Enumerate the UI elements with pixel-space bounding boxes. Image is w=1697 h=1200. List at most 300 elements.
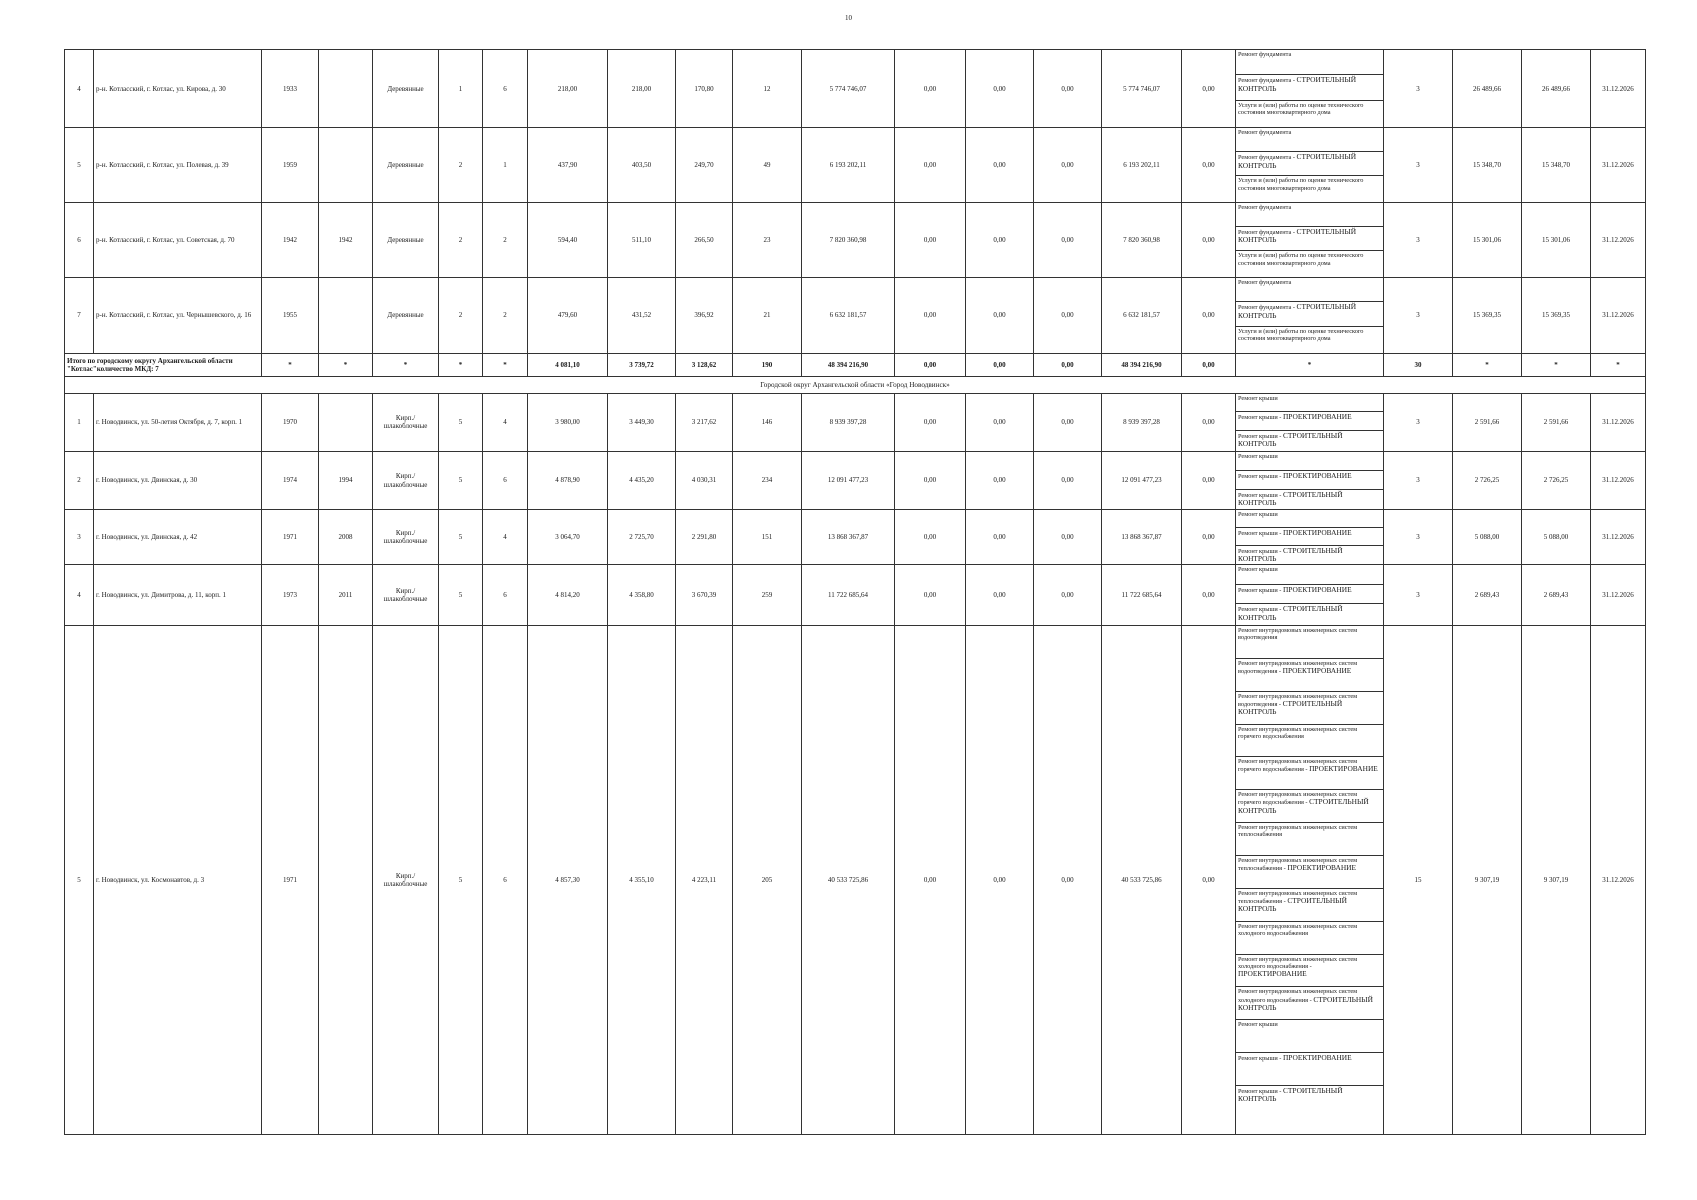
table-row (65, 626, 1646, 1135)
cell-deadline: 31.12.2026 (1591, 128, 1646, 202)
cell-total-area: 3 980,00 (528, 393, 608, 451)
work-item-text: Ремонт крыши - (1238, 414, 1283, 422)
table-row (65, 128, 1646, 202)
work-item (1236, 1020, 1383, 1053)
work-item-text: Ремонт фундамента (1238, 279, 1292, 287)
cell-local: 0,00 (1034, 510, 1102, 565)
work-item (1236, 490, 1383, 508)
table-row (65, 451, 1646, 510)
work-item (1236, 659, 1383, 692)
cell-residents: 21 (733, 278, 802, 353)
cell-other: 0,00 (1182, 451, 1236, 510)
cell-total-area: 594,40 (528, 202, 608, 277)
cell-residents: 12 (733, 50, 802, 128)
cell-area-living: 396,92 (676, 278, 733, 353)
cell-address: р-н. Котласский, г. Котлас, ул. Кирова, д. 30 (94, 50, 262, 128)
cell-other: 0,00 (1182, 510, 1236, 565)
cell-fund: 0,00 (895, 451, 966, 510)
cell-n: 3 (65, 510, 94, 565)
cell-regional: 0,00 (966, 393, 1034, 451)
cell-year-reconstr: 1942 (319, 202, 373, 277)
work-item-text: Ремонт крыши (1238, 394, 1278, 402)
cell-residents: 259 (733, 565, 802, 626)
work-item (1236, 412, 1383, 431)
work-item-text: Ремонт фундамента (1238, 203, 1292, 211)
total-fund: 0,00 (895, 353, 966, 377)
work-item (1236, 692, 1383, 725)
cell-deadline: 31.12.2026 (1591, 202, 1646, 277)
cell-area-living: 170,80 (676, 50, 733, 128)
total-cell: * (483, 353, 528, 377)
cell-wcount: 3 (1384, 451, 1453, 510)
cell-area-all: 4 435,20 (608, 451, 676, 510)
work-item-stage: СТРОИТЕЛЬНЫЙ КОНТРОЛЬ (1238, 75, 1357, 93)
cell-regional: 0,00 (966, 128, 1034, 202)
cell-wcount: 3 (1384, 50, 1453, 128)
work-item-stage: ПРОЕКТИРОВАНИЕ (1282, 665, 1352, 675)
cell-cost-total: 11 722 685,64 (802, 565, 895, 626)
cell-n: 7 (65, 278, 94, 353)
cell-works-list (1236, 393, 1384, 451)
total-area-living: 3 128,62 (676, 353, 733, 377)
page-number: 10 (845, 14, 852, 22)
cell-address: г. Новодвинск, ул. Космонавтов, д. 3 (94, 626, 262, 1135)
work-item (1236, 955, 1383, 988)
cell-area-living: 4 030,31 (676, 451, 733, 510)
cell-works-list (1236, 510, 1384, 565)
cell-fund: 0,00 (895, 278, 966, 353)
work-item-stage: СТРОИТЕЛЬНЫЙ КОНТРОЛЬ (1238, 1086, 1343, 1104)
cell-wcount: 15 (1384, 626, 1453, 1135)
work-item-stage: ПРОЕКТИРОВАНИЕ (1309, 764, 1378, 774)
work-item-text: Ремонт крыши (1238, 511, 1278, 519)
work-item (1236, 203, 1383, 227)
cell-limit-cost: 9 307,19 (1522, 626, 1591, 1135)
work-item-stage: ПРОЕКТИРОВАНИЕ (1282, 412, 1352, 422)
cell-limit-cost: 15 348,70 (1522, 128, 1591, 202)
work-item-stage: СТРОИТЕЛЬНЫЙ КОНТРОЛЬ (1238, 152, 1357, 170)
cell-wall: Кирп./ шлакоблочные (373, 393, 439, 451)
cell-entrances: 2 (483, 278, 528, 353)
cell-year-reconstr (319, 278, 373, 353)
cell-regional: 0,00 (966, 50, 1034, 128)
cell-works-list (1236, 278, 1384, 353)
work-item-text: Ремонт фундамента - (1238, 229, 1297, 237)
cell-address: г. Новодвинск, ул. 50-летия Октября, д. 7, корп. 1 (94, 393, 262, 451)
work-item-stage: СТРОИТЕЛЬНЫЙ КОНТРОЛЬ (1238, 227, 1357, 245)
cell-total-area: 3 064,70 (528, 510, 608, 565)
total-local: 0,00 (1034, 353, 1102, 377)
cell-entrances: 1 (483, 128, 528, 202)
total-cell: * (373, 353, 439, 377)
work-item-text: Ремонт фундамента - (1238, 77, 1297, 85)
work-item-text: Ремонт крыши - (1238, 606, 1283, 614)
cell-total-area: 218,00 (528, 50, 608, 128)
work-item-text: Ремонт внутридомовых инженерных систем холодного водоснабжения (1238, 922, 1358, 937)
work-item-text: Ремонт внутридомовых инженерных систем горячего водоснабжения - (1238, 791, 1358, 807)
cell-floors: 2 (439, 128, 483, 202)
work-item (1236, 790, 1383, 823)
table-row (65, 50, 1646, 128)
cell-owners: 7 820 360,98 (1102, 202, 1182, 277)
cell-wall: Кирп./ шлакоблочные (373, 451, 439, 510)
work-item-stage: СТРОИТЕЛЬНЫЙ КОНТРОЛЬ (1238, 302, 1357, 320)
work-item (1236, 101, 1383, 125)
cell-limit-cost: 15 301,06 (1522, 202, 1591, 277)
work-item-text: Ремонт внутридомовых инженерных систем теплоснабжения - (1238, 889, 1358, 905)
cell-unit-cost: 5 088,00 (1453, 510, 1522, 565)
cell-owners: 5 774 746,07 (1102, 50, 1182, 128)
cell-floors: 5 (439, 393, 483, 451)
work-item-text: Ремонт фундамента - (1238, 154, 1297, 162)
work-item-text: Услуги и (или) работы по оценке технического состояния многоквартирного дома (1238, 327, 1364, 342)
cell-cost-total: 6 193 202,11 (802, 128, 895, 202)
total-label: Итого по городскому округу Архангельской области "Котлас"количество МКД: 7 (65, 353, 262, 377)
cell-wall: Кирп./ шлакоблочные (373, 510, 439, 565)
cell-wcount: 3 (1384, 393, 1453, 451)
cell-wall: Кирп./ шлакоблочные (373, 626, 439, 1135)
work-item-text: Ремонт крыши - (1238, 472, 1283, 480)
cell-wall: Деревянные (373, 128, 439, 202)
work-item (1236, 565, 1383, 585)
cell-other: 0,00 (1182, 393, 1236, 451)
cell-year-built: 1973 (262, 565, 319, 626)
work-item-text: Услуги и (или) работы по оценке технического состояния многоквартирного дома (1238, 101, 1364, 116)
cell-wall: Кирп./ шлакоблочные (373, 565, 439, 626)
cell-fund: 0,00 (895, 510, 966, 565)
cell-cost-total: 12 091 477,23 (802, 451, 895, 510)
section-title: Городской округ Архангельской области «Город Новодвинск» (65, 377, 1646, 394)
cell-area-all: 218,00 (608, 50, 676, 128)
cell-address: г. Новодвинск, ул. Двинская, д. 30 (94, 451, 262, 510)
cell-area-all: 4 355,10 (608, 626, 676, 1135)
cell-other: 0,00 (1182, 128, 1236, 202)
cell-floors: 2 (439, 278, 483, 353)
cell-fund: 0,00 (895, 393, 966, 451)
cell-owners: 8 939 397,28 (1102, 393, 1182, 451)
cell-fund: 0,00 (895, 128, 966, 202)
work-item-text: Ремонт внутридомовых инженерных систем водоотведения (1238, 627, 1358, 642)
cell-deadline: 31.12.2026 (1591, 393, 1646, 451)
work-item (1236, 75, 1383, 100)
cell-year-reconstr (319, 128, 373, 202)
cell-works-list (1236, 202, 1384, 277)
cell-year-built: 1971 (262, 510, 319, 565)
cell-local: 0,00 (1034, 128, 1102, 202)
work-item-text: Ремонт внутридомовых инженерных систем теплоснабжения - (1238, 857, 1358, 873)
work-item (1236, 176, 1383, 199)
work-item (1236, 278, 1383, 302)
work-item-text: Ремонт внутридомовых инженерных систем водоотведения - (1238, 659, 1358, 675)
total-residents: 190 (733, 353, 802, 377)
work-item (1236, 856, 1383, 889)
cell-n: 1 (65, 393, 94, 451)
cell-floors: 5 (439, 626, 483, 1135)
cell-cost-total: 8 939 397,28 (802, 393, 895, 451)
cell-area-living: 266,50 (676, 202, 733, 277)
work-item-text: Ремонт крыши (1238, 1021, 1278, 1029)
cell-owners: 13 868 367,87 (1102, 510, 1182, 565)
work-item-stage: СТРОИТЕЛЬНЫЙ КОНТРОЛЬ (1238, 431, 1343, 449)
cell-regional: 0,00 (966, 451, 1034, 510)
cell-works-list (1236, 451, 1384, 510)
cell-floors: 2 (439, 202, 483, 277)
cell-local: 0,00 (1034, 565, 1102, 626)
cell-deadline: 31.12.2026 (1591, 565, 1646, 626)
cell-unit-cost: 9 307,19 (1453, 626, 1522, 1135)
cell-deadline: 31.12.2026 (1591, 50, 1646, 128)
table-row (65, 393, 1646, 451)
cell-year-reconstr (319, 626, 373, 1135)
total-wcount: 30 (1384, 353, 1453, 377)
cell-area-living: 3 670,39 (676, 565, 733, 626)
work-item-stage: ПРОЕКТИРОВАНИЕ (1282, 470, 1352, 480)
total-regional: 0,00 (966, 353, 1034, 377)
cell-local: 0,00 (1034, 451, 1102, 510)
work-item (1236, 823, 1383, 856)
work-item-stage: СТРОИТЕЛЬНЫЙ КОНТРОЛЬ (1238, 994, 1373, 1012)
cell-total-area: 4 814,20 (528, 565, 608, 626)
total-works: * (1236, 353, 1384, 377)
cell-cost-total: 13 868 367,87 (802, 510, 895, 565)
cell-floors: 1 (439, 50, 483, 128)
work-item-stage: СТРОИТЕЛЬНЫЙ КОНТРОЛЬ (1238, 895, 1347, 914)
work-item (1236, 1053, 1383, 1086)
work-item (1236, 546, 1383, 563)
work-item-text: Ремонт крыши (1238, 452, 1278, 460)
cell-n: 5 (65, 128, 94, 202)
work-item-text: Ремонт крыши - (1238, 1088, 1283, 1096)
cell-limit-cost: 2 591,66 (1522, 393, 1591, 451)
cell-residents: 23 (733, 202, 802, 277)
cell-entrances: 4 (483, 393, 528, 451)
cell-n: 5 (65, 626, 94, 1135)
work-item-stage: ПРОЕКТИРОВАНИЕ (1282, 1053, 1352, 1063)
work-item-text: Ремонт крыши - (1238, 433, 1283, 441)
work-item (1236, 604, 1383, 623)
work-item-text: Услуги и (или) работы по оценке технического состояния многоквартирного дома (1238, 252, 1364, 267)
cell-wall: Деревянные (373, 50, 439, 128)
work-item-text: Ремонт внутридомовых инженерных систем холодного водоснабжения - (1238, 988, 1358, 1004)
work-item-stage: ПРОЕКТИРОВАНИЕ (1287, 863, 1357, 873)
capital-repair-register-table (64, 49, 1646, 1135)
cell-n: 4 (65, 565, 94, 626)
table-row (65, 565, 1646, 626)
total-cell: * (439, 353, 483, 377)
total-owners: 48 394 216,90 (1102, 353, 1182, 377)
work-item (1236, 327, 1383, 350)
total-cell: * (262, 353, 319, 377)
work-item (1236, 922, 1383, 955)
cell-other: 0,00 (1182, 626, 1236, 1135)
cell-year-built: 1974 (262, 451, 319, 510)
cell-works-list (1236, 565, 1384, 626)
work-item-text: Ремонт крыши - (1238, 586, 1283, 594)
cell-area-all: 431,52 (608, 278, 676, 353)
work-item (1236, 394, 1383, 413)
work-item-text: Услуги и (или) работы по оценке технического состояния многоквартирного дома (1238, 177, 1364, 192)
work-item-stage: СТРОИТЕЛЬНЫЙ КОНТРОЛЬ (1238, 545, 1343, 563)
cell-address: р-н. Котласский, г. Котлас, ул. Чернышевского, д. 16 (94, 278, 262, 353)
cell-owners: 6 193 202,11 (1102, 128, 1182, 202)
total-deadline: * (1591, 353, 1646, 377)
cell-total-area: 437,90 (528, 128, 608, 202)
work-item-stage: СТРОИТЕЛЬНЫЙ КОНТРОЛЬ (1238, 489, 1343, 507)
total-cell: * (319, 353, 373, 377)
work-item (1236, 152, 1383, 176)
work-item (1236, 251, 1383, 274)
cell-owners: 12 091 477,23 (1102, 451, 1182, 510)
work-item-text: Ремонт внутридомовых инженерных систем водоотведения - (1238, 692, 1358, 708)
work-item (1236, 50, 1383, 75)
work-item-stage: ПРОЕКТИРОВАНИЕ (1238, 968, 1307, 978)
cell-local: 0,00 (1034, 202, 1102, 277)
cell-owners: 6 632 181,57 (1102, 278, 1182, 353)
work-item (1236, 528, 1383, 546)
cell-cost-total: 6 632 181,57 (802, 278, 895, 353)
work-item-stage: СТРОИТЕЛЬНЫЙ КОНТРОЛЬ (1238, 698, 1343, 717)
cell-total-area: 4 857,30 (528, 626, 608, 1135)
cell-deadline: 31.12.2026 (1591, 278, 1646, 353)
cell-entrances: 4 (483, 510, 528, 565)
cell-other: 0,00 (1182, 202, 1236, 277)
cell-regional: 0,00 (966, 626, 1034, 1135)
section-header-row (65, 377, 1646, 394)
total-row (65, 353, 1646, 377)
cell-other: 0,00 (1182, 278, 1236, 353)
kotlas-rows (65, 50, 1646, 354)
cell-unit-cost: 26 489,66 (1453, 50, 1522, 128)
work-item-text: Ремонт крыши - (1238, 547, 1283, 555)
work-item-stage: ПРОЕКТИРОВАНИЕ (1282, 584, 1352, 594)
cell-cost-total: 7 820 360,98 (802, 202, 895, 277)
cell-deadline: 31.12.2026 (1591, 451, 1646, 510)
cell-local: 0,00 (1034, 278, 1102, 353)
cell-floors: 5 (439, 510, 483, 565)
work-item (1236, 1086, 1383, 1118)
cell-limit-cost: 15 369,35 (1522, 278, 1591, 353)
novodvinsk-rows (65, 393, 1646, 1134)
work-item-text: Ремонт крыши - (1238, 491, 1283, 499)
cell-regional: 0,00 (966, 202, 1034, 277)
work-item-text: Ремонт крыши - (1238, 1055, 1283, 1063)
work-item (1236, 889, 1383, 922)
cell-entrances: 2 (483, 202, 528, 277)
cell-local: 0,00 (1034, 626, 1102, 1135)
cell-owners: 40 533 725,86 (1102, 626, 1182, 1135)
cell-wcount: 3 (1384, 510, 1453, 565)
work-item (1236, 471, 1383, 490)
cell-year-built: 1955 (262, 278, 319, 353)
cell-address: р-н. Котласский, г. Котлас, ул. Полевая, д. 39 (94, 128, 262, 202)
cell-regional: 0,00 (966, 510, 1034, 565)
cell-area-living: 2 291,80 (676, 510, 733, 565)
cell-other: 0,00 (1182, 50, 1236, 128)
cell-entrances: 6 (483, 451, 528, 510)
work-item-text: Ремонт внутридомовых инженерных систем горячего водоснабжения - (1238, 758, 1358, 774)
cell-year-built: 1971 (262, 626, 319, 1135)
cell-wcount: 3 (1384, 565, 1453, 626)
work-item (1236, 452, 1383, 471)
work-item-text: Ремонт внутридомовых инженерных систем горячего водоснабжения (1238, 725, 1358, 740)
cell-fund: 0,00 (895, 50, 966, 128)
cell-unit-cost: 2 591,66 (1453, 393, 1522, 451)
cell-entrances: 6 (483, 50, 528, 128)
cell-residents: 151 (733, 510, 802, 565)
cell-year-built: 1970 (262, 393, 319, 451)
work-item-text: Ремонт фундамента - (1238, 304, 1297, 312)
cell-year-reconstr (319, 393, 373, 451)
cell-unit-cost: 15 369,35 (1453, 278, 1522, 353)
total-area-all: 3 739,72 (608, 353, 676, 377)
cell-year-built: 1933 (262, 50, 319, 128)
cell-entrances: 6 (483, 626, 528, 1135)
work-item (1236, 431, 1383, 449)
work-item (1236, 128, 1383, 152)
cell-area-all: 2 725,70 (608, 510, 676, 565)
work-item-stage: СТРОИТЕЛЬНЫЙ КОНТРОЛЬ (1238, 604, 1343, 622)
cell-year-built: 1959 (262, 128, 319, 202)
cell-local: 0,00 (1034, 393, 1102, 451)
cell-n: 6 (65, 202, 94, 277)
cell-regional: 0,00 (966, 278, 1034, 353)
cell-year-reconstr: 2011 (319, 565, 373, 626)
cell-residents: 234 (733, 451, 802, 510)
cell-area-living: 249,70 (676, 128, 733, 202)
cell-works-list (1236, 128, 1384, 202)
work-item (1236, 987, 1383, 1020)
cell-address: г. Новодвинск, ул. Двинская, д. 42 (94, 510, 262, 565)
table-row (65, 278, 1646, 353)
cell-cost-total: 5 774 746,07 (802, 50, 895, 128)
cell-limit-cost: 26 489,66 (1522, 50, 1591, 128)
cell-entrances: 6 (483, 565, 528, 626)
cell-floors: 5 (439, 451, 483, 510)
cell-address: р-н. Котласский, г. Котлас, ул. Советская, д. 70 (94, 202, 262, 277)
total-unit-cost: * (1453, 353, 1522, 377)
cell-wcount: 3 (1384, 128, 1453, 202)
work-item-stage: СТРОИТЕЛЬНЫЙ КОНТРОЛЬ (1238, 797, 1369, 815)
cell-floors: 5 (439, 565, 483, 626)
work-item (1236, 585, 1383, 605)
cell-year-built: 1942 (262, 202, 319, 277)
cell-fund: 0,00 (895, 565, 966, 626)
work-item-text: Ремонт внутридомовых инженерных систем теплоснабжения (1238, 824, 1358, 839)
cell-wall: Деревянные (373, 278, 439, 353)
cell-cost-total: 40 533 725,86 (802, 626, 895, 1135)
cell-total-area: 4 878,90 (528, 451, 608, 510)
kotlas-total (65, 353, 1646, 393)
work-item-stage: ПРОЕКТИРОВАНИЕ (1282, 528, 1352, 538)
total-total-area: 4 081,10 (528, 353, 608, 377)
cell-fund: 0,00 (895, 202, 966, 277)
cell-year-reconstr: 2008 (319, 510, 373, 565)
cell-n: 2 (65, 451, 94, 510)
cell-works-list (1236, 626, 1384, 1135)
cell-unit-cost: 2 726,25 (1453, 451, 1522, 510)
work-item (1236, 510, 1383, 528)
cell-unit-cost: 2 689,43 (1453, 565, 1522, 626)
cell-deadline: 31.12.2026 (1591, 626, 1646, 1135)
work-item-text: Ремонт фундамента (1238, 129, 1292, 137)
table-row (65, 510, 1646, 565)
work-item (1236, 302, 1383, 326)
total-cost: 48 394 216,90 (802, 353, 895, 377)
cell-other: 0,00 (1182, 565, 1236, 626)
work-item (1236, 227, 1383, 251)
cell-regional: 0,00 (966, 565, 1034, 626)
cell-area-living: 3 217,62 (676, 393, 733, 451)
